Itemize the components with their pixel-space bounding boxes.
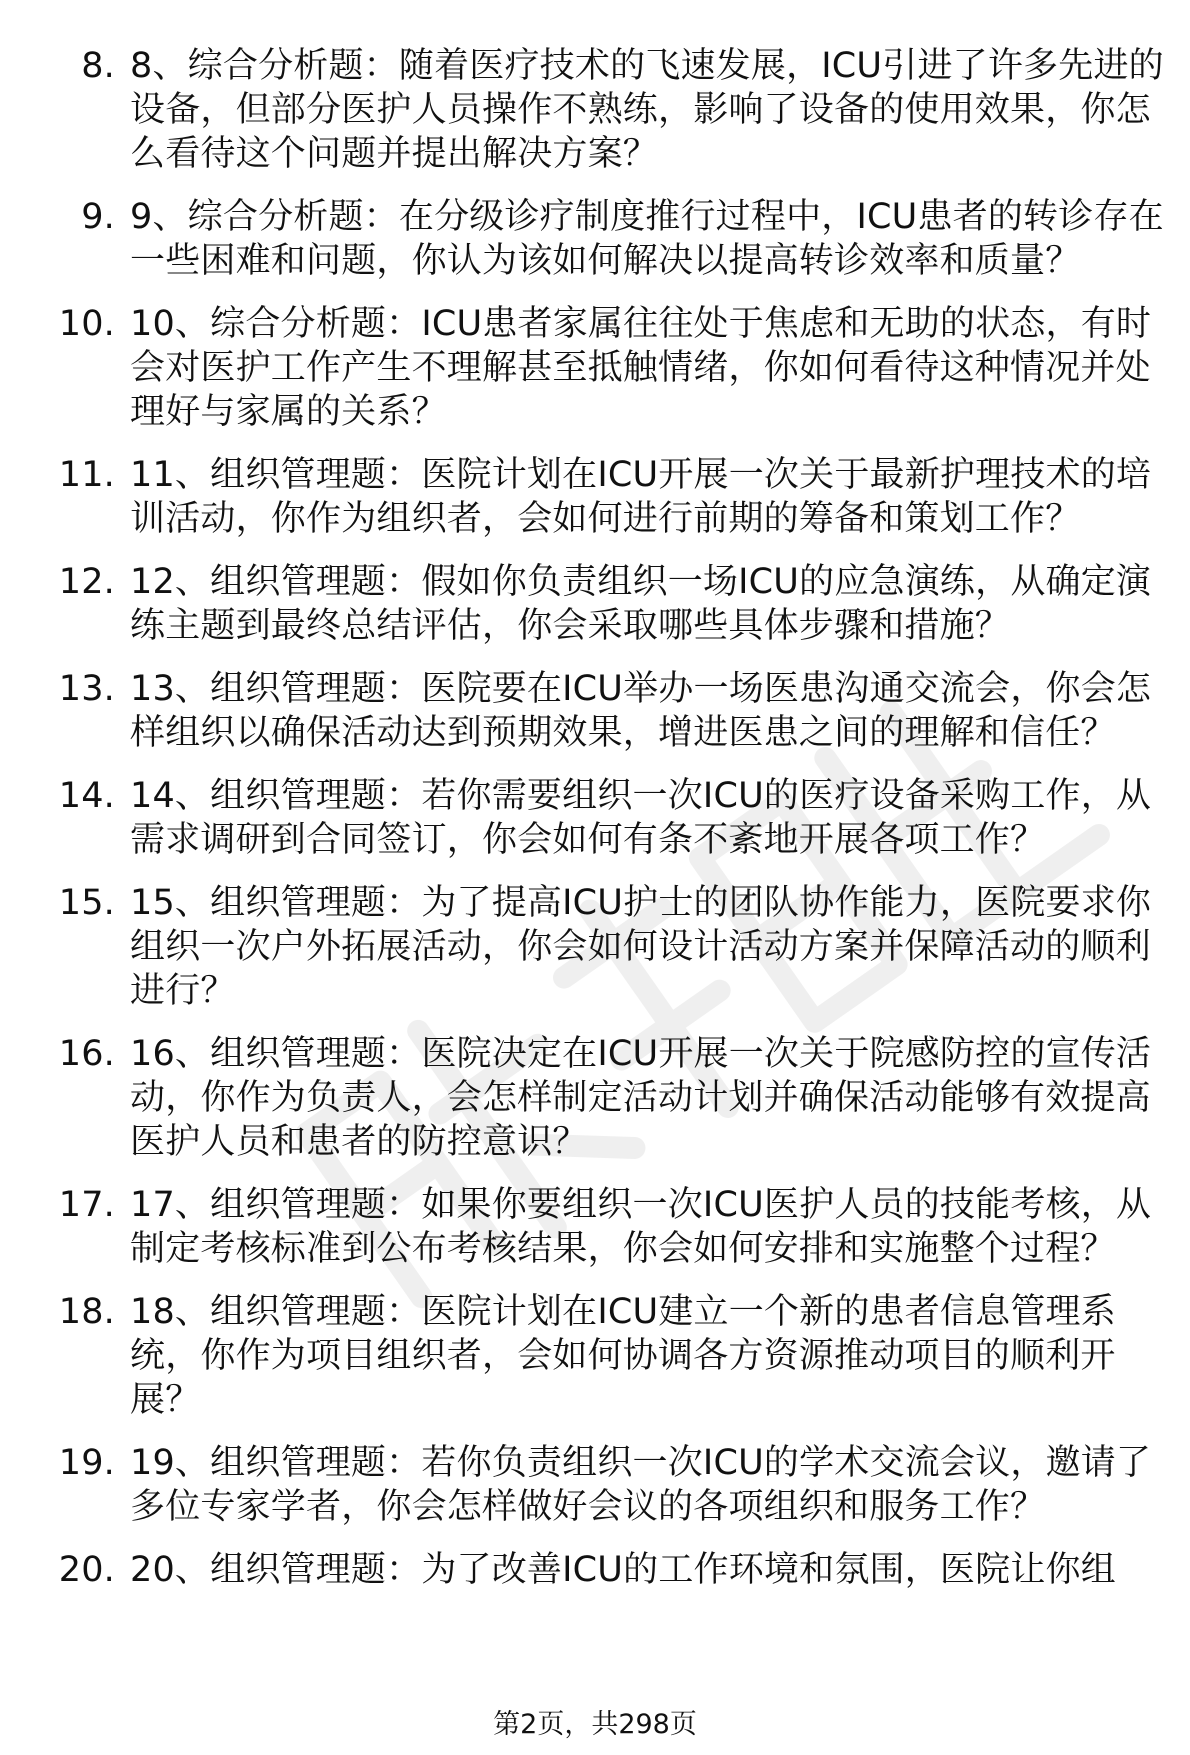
question-item: [0, 881, 1190, 1013]
question-list: [0, 44, 1190, 1611]
question-text: 16、组织管理题：医院决定在ICU开展一次关于院感防控的宣传活动，你作为负责人，会怎样制定活动计划并确保活动能够有效提高医护人员和患者的防控意识？: [130, 1034, 1152, 1162]
question-item: [0, 195, 1190, 283]
question-item: [0, 453, 1190, 541]
question-text: 15、组织管理题：为了提高ICU护士的团队协作能力，医院要求你组织一次户外拓展活动，你会如何设计活动方案并保障活动的顺利进行？: [130, 883, 1152, 1011]
question-text: 19、组织管理题：若你负责组织一次ICU的学术交流会议，邀请了多位专家学者，你会怎样做好会议的各项组织和服务工作？: [130, 1443, 1152, 1527]
question-number: 14.: [58, 776, 115, 816]
question-number: 9.: [81, 197, 115, 237]
question-number: 16.: [58, 1034, 115, 1074]
question-item: [0, 667, 1190, 755]
question-number: 11.: [58, 455, 115, 495]
question-item: [0, 1032, 1190, 1164]
question-text: 10、综合分析题：ICU患者家属往往处于焦虑和无助的状态，有时会对医护工作产生不理解甚至抵触情绪，你如何看待这种情况并处理好与家属的关系？: [130, 304, 1152, 432]
question-number: 20.: [58, 1550, 115, 1590]
question-number: 13.: [58, 669, 115, 709]
question-text: 20、组织管理题：为了改善ICU的工作环境和氛围，医院让你组: [130, 1550, 1116, 1590]
question-item: [0, 302, 1190, 434]
question-text: 13、组织管理题：医院要在ICU举办一场医患沟通交流会，你会怎样组织以确保活动达到预期效果，增进医患之间的理解和信任？: [130, 669, 1152, 753]
question-text: 18、组织管理题：医院计划在ICU建立一个新的患者信息管理系统，你作为项目组织者，会如何协调各方资源推动项目的顺利开展？: [130, 1292, 1116, 1420]
question-text: 17、组织管理题：如果你要组织一次ICU医护人员的技能考核，从制定考核标准到公布考核结果，你会如何安排和实施整个过程？: [130, 1185, 1152, 1269]
question-item: [0, 1548, 1190, 1592]
question-text: 9、综合分析题：在分级诊疗制度推行过程中，ICU患者的转诊存在一些困难和问题，你认为该如何解决以提高转诊效率和质量？: [130, 197, 1164, 281]
question-number: 10.: [58, 304, 115, 344]
question-text: 8、综合分析题：随着医疗技术的飞速发展，ICU引进了许多先进的设备，但部分医护人员操作不熟练，影响了设备的使用效果，你怎么看待这个问题并提出解决方案？: [130, 46, 1164, 174]
page-footer: 第2页，共298页: [493, 1709, 697, 1740]
question-item: [0, 774, 1190, 862]
question-text: 14、组织管理题：若你需要组织一次ICU的医疗设备采购工作，从需求调研到合同签订，你会如何有条不紊地开展各项工作？: [130, 776, 1152, 860]
question-number: 18.: [58, 1292, 115, 1332]
question-item: [0, 1441, 1190, 1529]
question-number: 17.: [58, 1185, 115, 1225]
question-number: 19.: [58, 1443, 115, 1483]
question-item: [0, 1290, 1190, 1422]
question-item: [0, 1183, 1190, 1271]
question-item: [0, 560, 1190, 648]
question-number: 15.: [58, 883, 115, 923]
question-text: 12、组织管理题：假如你负责组织一场ICU的应急演练，从确定演练主题到最终总结评估，你会采取哪些具体步骤和措施？: [130, 562, 1152, 646]
question-text: 11、组织管理题：医院计划在ICU开展一次关于最新护理技术的培训活动，你作为组织者，会如何进行前期的筹备和策划工作？: [130, 455, 1152, 539]
question-number: 8.: [81, 46, 115, 86]
question-item: [0, 44, 1190, 176]
question-number: 12.: [58, 562, 115, 602]
